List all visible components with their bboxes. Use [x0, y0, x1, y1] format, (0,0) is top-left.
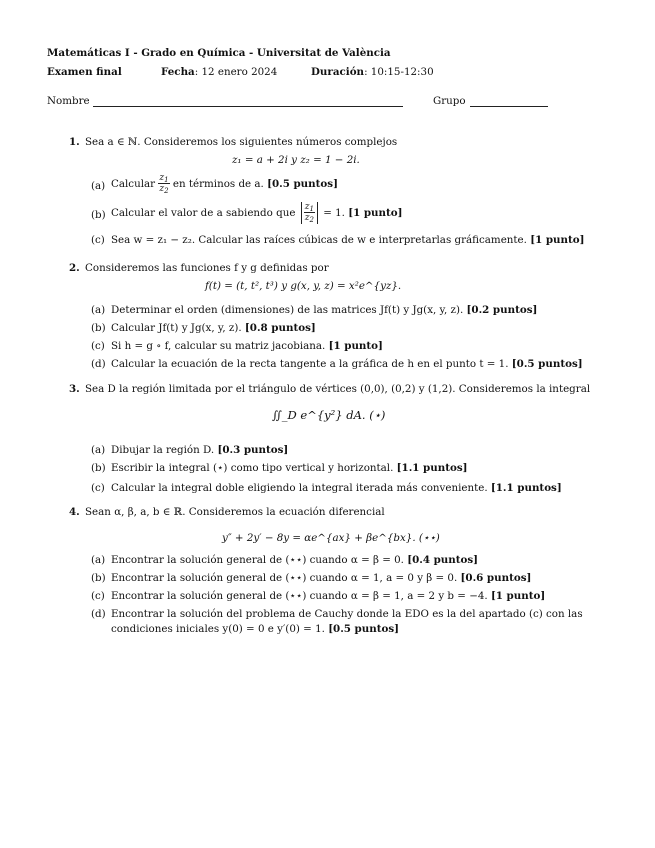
part-points: [1 punto] [328, 340, 383, 352]
exam-type: Examen final [47, 66, 122, 78]
name-field-line[interactable] [93, 106, 403, 107]
fraction-z1-over-z2: $\frac{z_1}{z_2}$ [159, 173, 169, 195]
part-text-before: Calcular el valor de a sabiendo que [111, 207, 296, 219]
part-text-body: condiciones iniciales y(0) = 0 e y′(0) = 1. [111, 623, 325, 635]
part-text-before: Calcular [111, 178, 156, 190]
part-label: (c) [91, 482, 105, 494]
part-points: [1.1 puntos] [490, 482, 562, 494]
part-text [111, 358, 583, 370]
part-points: [0.8 puntos] [244, 322, 316, 334]
problem-number: 2. [69, 262, 80, 274]
part-text-after: en términos de a. [172, 178, 264, 190]
part-text-continued [111, 623, 399, 635]
group-label: Grupo [433, 95, 466, 107]
problem-formula: ∬_D e^{y²} dA. (⋆) [272, 408, 386, 422]
duration-label: Duración [311, 66, 365, 78]
part-text-body: Encontrar la solución general de (⋆⋆) cuando α = 1, a = 0 y β = 0. [111, 572, 458, 584]
fraction-z1-over-z2: $\frac{z_1}{z_2}$ [304, 202, 314, 224]
part-label: (d) [91, 358, 106, 370]
part-label: (c) [91, 234, 105, 246]
part-text-body: Calcular la integral doble eligiendo la integral iterada más conveniente. [111, 482, 488, 494]
part-text-body: Calcular la ecuación de la recta tangente a la gráfica de h en el punto t = 1. [111, 358, 509, 370]
part-text-body: Calcular Jf(t) y Jg(x, y, z). [111, 322, 242, 334]
part-points: [1 punto] [530, 234, 585, 246]
part-text [111, 304, 537, 316]
part-text-body: Encontrar la solución general de (⋆⋆) cuando α = β = 1, a = 2 y b = −4. [111, 590, 488, 602]
part-text-body: Si h = g ∘ f, calcular su matriz jacobiana. [111, 340, 326, 352]
part-points: [0.4 puntos] [407, 554, 479, 566]
part-label: (d) [91, 608, 106, 620]
part-text-body: Determinar el orden (dimensiones) de las matrices Jf(t) y Jg(x, y, z). [111, 304, 464, 316]
problem-formula: z₁ = a + 2i y z₂ = 1 − 2i. [232, 154, 360, 166]
part-points: [0.3 puntos] [217, 444, 289, 456]
part-points: [0.2 puntos] [466, 304, 538, 316]
part-text-body: Dibujar la región D. [111, 444, 215, 456]
problem-intro: Consideremos las funciones f y g definidas por [85, 262, 329, 274]
problem-intro: Sea a ∈ ℕ. Consideremos los siguientes números complejos [85, 136, 398, 148]
part-text [111, 462, 468, 474]
part-points: [0.5 puntos] [267, 178, 338, 190]
part-text [111, 201, 403, 226]
part-label: (a) [91, 554, 106, 566]
problem-formula: f(t) = (t, t², t³) y g(x, y, z) = x²e^{yz}. [205, 280, 402, 292]
name-label: Nombre [47, 95, 90, 107]
exam-title: Matemáticas I - Grado en Química - Universitat de València [47, 47, 391, 59]
part-text [111, 340, 383, 352]
problem-number: 4. [69, 506, 80, 518]
part-label: (b) [91, 572, 106, 584]
part-text [111, 444, 288, 456]
part-text [111, 322, 316, 334]
part-label: (b) [91, 209, 106, 221]
part-label: (a) [91, 304, 106, 316]
problem-formula: y″ + 2y′ − 8y = αe^{ax} + βe^{bx}. (⋆⋆) [222, 532, 440, 544]
part-points: [1 punto] [490, 590, 546, 602]
part-text [111, 482, 562, 494]
part-text [111, 234, 585, 246]
part-text: Encontrar la solución del problema de Cauchy donde la EDO es la del apartado (c) con las [111, 608, 583, 620]
part-text [111, 590, 545, 602]
part-text-after: = 1. [323, 207, 345, 219]
problem-number: 3. [69, 383, 80, 395]
part-text-body: Escribir la integral (⋆) como tipo vertical y horizontal. [111, 462, 394, 474]
part-points: [0.6 puntos] [460, 572, 532, 584]
part-label: (c) [91, 590, 105, 602]
exam-date [161, 66, 277, 78]
part-points: [0.5 puntos] [511, 358, 583, 370]
exam-duration [311, 66, 434, 78]
part-label: (b) [91, 322, 106, 334]
part-text [111, 172, 338, 197]
problem-number: 1. [69, 136, 80, 148]
duration-value: : 10:15-12:30 [364, 66, 434, 78]
group-field-line[interactable] [470, 106, 548, 107]
part-text-body: Sea w = z₁ − z₂. Calcular las raíces cúbicas de w e interpretarlas gráficamente. [111, 234, 527, 246]
part-text [111, 572, 531, 584]
part-points: [0.5 puntos] [328, 623, 400, 635]
problem-intro: Sean α, β, a, b ∈ ℝ. Consideremos la ecuación diferencial [85, 506, 385, 518]
part-label: (a) [91, 444, 106, 456]
date-label: Fecha [161, 66, 195, 78]
part-label: (a) [91, 180, 106, 192]
part-label: (b) [91, 462, 106, 474]
part-text [111, 554, 478, 566]
date-value: : 12 enero 2024 [194, 66, 278, 78]
part-points: [1 punto] [348, 207, 403, 219]
part-text-body: Encontrar la solución general de (⋆⋆) cuando α = β = 0. [111, 554, 404, 566]
part-label: (c) [91, 340, 105, 352]
problem-intro: Sea D la región limitada por el triángulo de vértices (0,0), (0,2) y (1,2). Consideremos la integral [85, 383, 591, 395]
part-points: [1.1 puntos] [396, 462, 468, 474]
